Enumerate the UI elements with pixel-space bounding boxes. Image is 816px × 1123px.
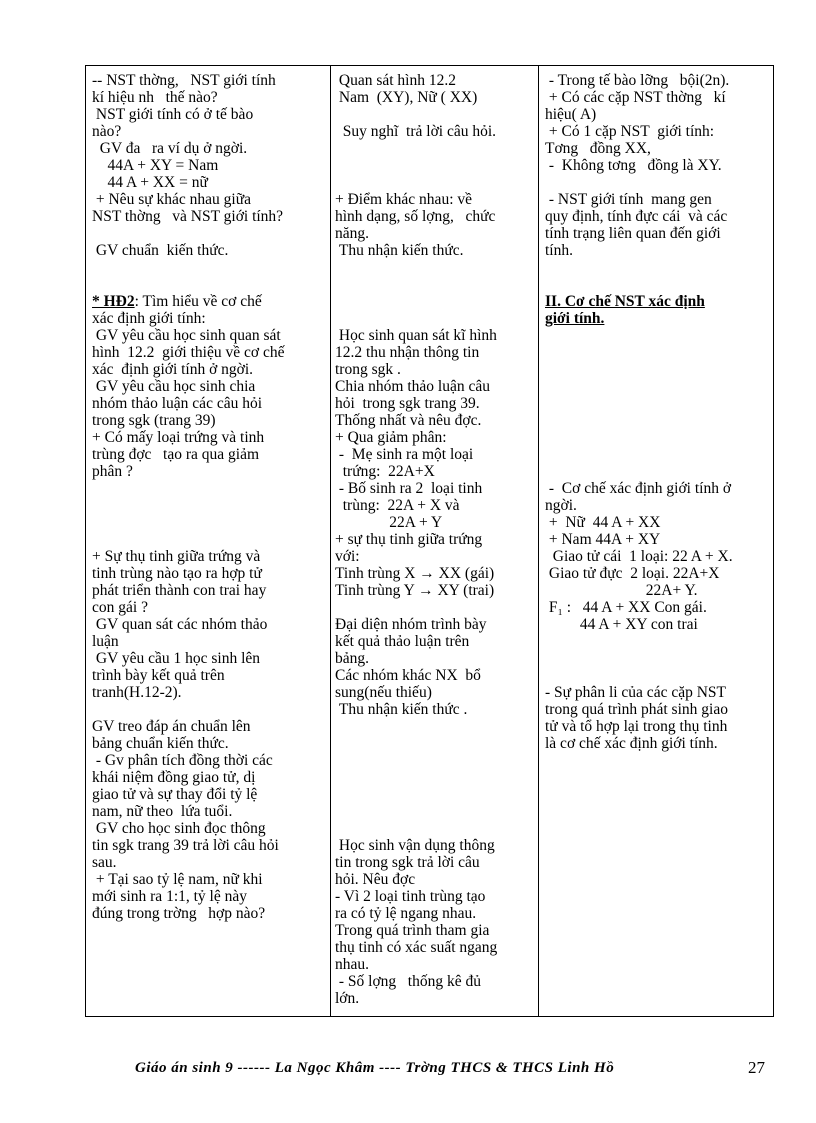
text-line: giao tử và sự thay đổi tỷ lệ (92, 786, 258, 803)
text-line (92, 259, 326, 276)
text-line: khái niệm đồng giao tử, dị (92, 769, 256, 786)
text-line (545, 259, 769, 276)
text-line: + Tại sao tỷ lệ nam, nữ khi (92, 871, 263, 888)
text-line: - Không tơng đồng là XY. (545, 157, 722, 174)
text-line: Quan sát hình 12.2 (335, 72, 456, 89)
text-line (335, 752, 534, 769)
text-line (92, 276, 326, 293)
text-line: Tơng đồng XX, (545, 140, 651, 157)
text-line: NST giới tính có ở tế bào (92, 106, 254, 123)
text-line (335, 106, 534, 123)
text-line: + sự thụ tinh giữa trứng (335, 531, 483, 548)
text-line (545, 327, 769, 344)
text-line (335, 718, 534, 735)
text-line: nam, nữ theo lứa tuổi. (92, 803, 233, 820)
text-line: 44 A + XX = nữ (92, 174, 208, 191)
text-line (92, 497, 326, 514)
text-line (335, 769, 534, 786)
text-line: trong sgk (trang 39) (92, 412, 216, 429)
text-line: GV quan sát các nhóm thảo (92, 616, 268, 633)
text-line: Tinh trùng Y → XY (trai) (335, 582, 495, 599)
text-line: 22A+ Y. (545, 582, 698, 599)
section-heading: * HĐ2 (92, 293, 135, 310)
text-line: Giao tử đực 2 loại. 22A+X (545, 565, 720, 582)
text-line: trong quá trình phát sinh giao (545, 701, 728, 718)
text-line (335, 310, 534, 327)
text-line (545, 429, 769, 446)
text-line: bảng. (335, 650, 370, 667)
text-line (92, 701, 326, 718)
text-line: -- NST thờng, NST giới tính (92, 72, 276, 89)
text-line (545, 395, 769, 412)
text-line: GV yêu cầu học sinh chia (92, 378, 256, 395)
text-line: - Mẹ sinh ra một loại (335, 446, 474, 463)
text-line (545, 650, 769, 667)
text-line: ra có tỷ lệ ngang nhau. (335, 905, 477, 922)
text-line: tính. (545, 242, 573, 259)
text-line: tranh(H.12-2). (92, 684, 182, 701)
text-line: phát triển thành con trai hay (92, 582, 267, 599)
text-line: nhóm thảo luận các câu hỏi (92, 395, 263, 412)
text-line: 22A + Y (335, 514, 443, 531)
text-line (545, 412, 769, 429)
text-line: GV đa ra ví dụ ở ngời. (92, 140, 248, 157)
text-line: trình bày kết quả trên (92, 667, 225, 684)
text-line: hỏi. Nêu đợc (335, 871, 416, 888)
text-line: tin sgk trang 39 trả lời câu hỏi (92, 837, 279, 854)
text-line (545, 276, 769, 293)
text-line: mới sinh ra 1:1, tỷ lệ này (92, 888, 247, 905)
text-line: + Có 1 cặp NST giới tính: (545, 123, 715, 140)
text-line: + Qua giảm phân: (335, 429, 447, 446)
text-line: tử và tổ hợp lại trong thụ tinh (545, 718, 728, 735)
text-line: sung(nếu thiếu) (335, 684, 432, 701)
text-line: xác định giới tính: (92, 310, 206, 327)
text-line: + Có mấy loại trứng và tinh (92, 429, 265, 446)
text-line (92, 480, 326, 497)
text-line: ngời. (545, 497, 577, 514)
text-line: Nam (XY), Nữ ( XX) (335, 89, 478, 106)
text-line: - Sự phân li của các cặp NST (545, 684, 726, 701)
text-line: lớn. (335, 990, 360, 1007)
text-line: + Nêu sự khác nhau giữa (92, 191, 251, 208)
hd2-title: : Tìm hiểu về cơ chế (134, 293, 262, 310)
text-line: Đại diện nhóm trình bày (335, 616, 487, 633)
text-line (335, 820, 534, 837)
text-line: bảng chuẩn kiến thức. (92, 735, 229, 752)
text-line: - Cơ chế xác định giới tính ở (545, 480, 732, 497)
text-line: là cơ chế xác định giới tính. (545, 735, 718, 752)
text-line: luận (92, 633, 119, 650)
text-line (335, 599, 534, 616)
text-line (335, 293, 534, 310)
text-line: GV cho học sinh đọc thông (92, 820, 266, 837)
text-line: F₁ : 44 A + XX Con gái. (545, 599, 707, 616)
text-line: - Vì 2 loại tinh trùng tạo (335, 888, 486, 905)
text-line: Các nhóm khác NX bổ (335, 667, 481, 684)
text-line (545, 174, 769, 191)
text-line: nhau. (335, 956, 370, 973)
text-line: nào? (92, 123, 122, 140)
text-line: GV chuẩn kiến thức. (92, 242, 229, 259)
text-line: Thu nhận kiến thức . (335, 701, 468, 718)
text-line: trùng đợc tạo ra qua giảm (92, 446, 260, 463)
text-line: + Có các cặp NST thờng kí (545, 89, 726, 106)
text-line: tin trong sgk trả lời câu (335, 854, 480, 871)
text-line (92, 531, 326, 548)
section-heading: II. Cơ chế NST xác định (545, 293, 705, 310)
text-line (92, 293, 326, 310)
student-activity-column (331, 66, 539, 1016)
text-line: kết quả thảo luận trên (335, 633, 470, 650)
text-line (92, 225, 326, 242)
text-line: phân ? (92, 463, 133, 480)
text-line: hiệu( A) (545, 106, 597, 123)
text-line (92, 514, 326, 531)
text-line: Suy nghĩ trả lời câu hỏi. (335, 123, 497, 140)
content-column (539, 66, 773, 1016)
text-line (335, 140, 534, 157)
text-line: Thu nhận kiến thức. (335, 242, 464, 259)
text-line: hỏi trong sgk trang 39. (335, 395, 480, 412)
text-line: GV yêu cầu 1 học sinh lên (92, 650, 261, 667)
section-heading: giới tính. (545, 310, 605, 327)
text-line (335, 259, 534, 276)
text-line: 12.2 thu nhận thông tin (335, 344, 480, 361)
text-line: + Sự thụ tinh giữa trứng và (92, 548, 261, 565)
text-line: - NST giới tính mang gen (545, 191, 712, 208)
text-line (545, 293, 769, 310)
text-line (545, 344, 769, 361)
text-line: 44 A + XY con trai (545, 616, 698, 633)
text-line: kí hiệu nh thế nào? (92, 89, 218, 106)
text-line (545, 378, 769, 395)
text-line: Trong quá trình tham gia (335, 922, 490, 939)
text-line: đúng trong trờng hợp nào? (92, 905, 266, 922)
text-line: Học sinh vận dụng thông (335, 837, 495, 854)
text-line (335, 174, 534, 191)
text-line: hình dạng, số lợng, chức (335, 208, 496, 225)
text-line: tính trạng liên quan đến giới (545, 225, 721, 242)
text-line: trứng: 22A+X (335, 463, 435, 480)
text-line (335, 803, 534, 820)
text-line (545, 633, 769, 650)
text-line: con gái ? (92, 599, 148, 616)
text-line: GV yêu cầu học sinh quan sát (92, 327, 281, 344)
text-line: Tinh trùng X → XX (gái) (335, 565, 495, 582)
page-number: 27 (748, 1058, 765, 1077)
text-line: quy định, tính đực cái và các (545, 208, 728, 225)
text-line: GV treo đáp án chuẩn lên (92, 718, 251, 735)
text-line: thụ tinh có xác suất ngang (335, 939, 498, 956)
text-line (545, 667, 769, 684)
text-line: - Bố sinh ra 2 loại tinh (335, 480, 483, 497)
text-line (545, 310, 769, 327)
text-line (335, 735, 534, 752)
text-line (545, 446, 769, 463)
text-line: với: (335, 548, 360, 565)
text-line: hình 12.2 giới thiệu về cơ chế (92, 344, 285, 361)
text-line (335, 786, 534, 803)
text-line (545, 361, 769, 378)
text-line: Học sinh quan sát kĩ hình (335, 327, 497, 344)
text-line (335, 157, 534, 174)
text-line: Giao tử cái 1 loại: 22 A + X. (545, 548, 733, 565)
text-line: Thống nhất và nêu đợc. (335, 412, 482, 429)
text-line: tinh trùng nào tạo ra hợp tử (92, 565, 262, 582)
text-line: Chia nhóm thảo luận câu (335, 378, 490, 395)
text-line: xác định giới tính ở ngời. (92, 361, 254, 378)
text-line: + Điểm khác nhau: về (335, 191, 473, 208)
text-line: - Trong tế bào lỡng bội(2n). (545, 72, 730, 89)
text-line (335, 276, 534, 293)
text-line: năng. (335, 225, 370, 242)
text-line: trùng: 22A + X và (335, 497, 460, 514)
text-line: - Số lợng thống kê đủ (335, 973, 481, 990)
text-line: 44A + XY = Nam (92, 157, 219, 174)
text-line (545, 463, 769, 480)
teacher-activity-column (86, 66, 331, 1016)
text-line: trong sgk . (335, 361, 401, 378)
lesson-table (85, 65, 774, 1017)
text-line: + Nữ 44 A + XX (545, 514, 661, 531)
text-line: NST thờng và NST giới tính? (92, 208, 284, 225)
text-line: sau. (92, 854, 117, 871)
page-footer: Giáo án sinh 9 ------ La Ngọc Khâm ---- Trờng THCS & THCS Linh Hồ (135, 1060, 615, 1076)
text-line: + Nam 44A + XY (545, 531, 661, 548)
text-line: - Gv phân tích đồng thời các (92, 752, 273, 769)
